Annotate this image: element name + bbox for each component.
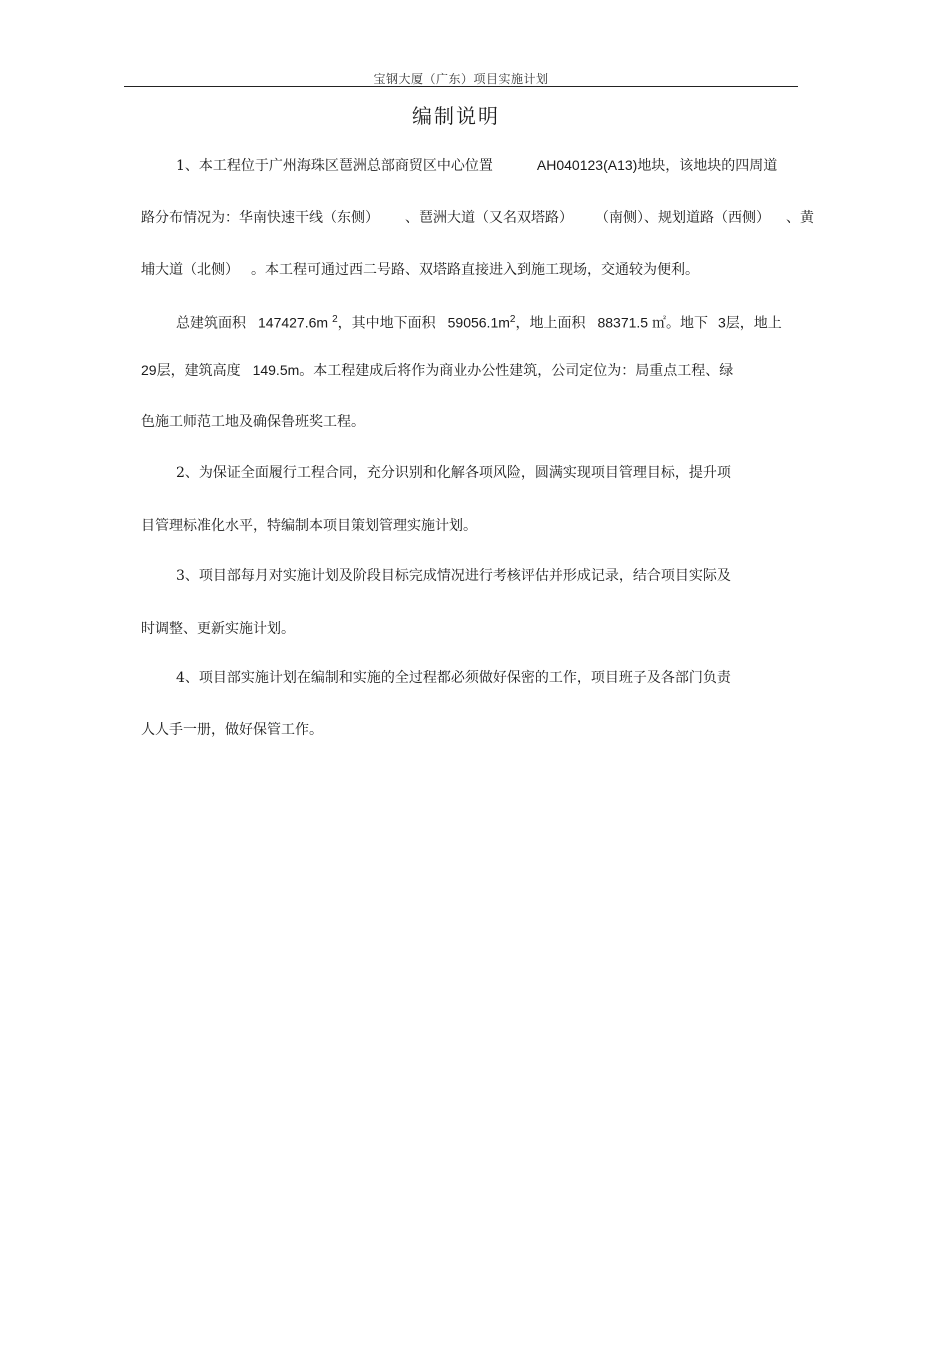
value-height: 149.5m — [252, 362, 300, 378]
para1-text: 1、本工程位于广州海珠区琶洲总部商贸区中心位置 — [176, 158, 493, 174]
para1-text: 、黄 — [786, 210, 814, 226]
label-total-area: 总建筑面积 — [176, 315, 246, 332]
para1-text: 、琶洲大道（又名双塔路） — [405, 210, 573, 226]
para3-text: 目管理标准化水平，特编制本项目策划管理实施计划。 — [141, 518, 477, 534]
label-height: 层，建筑高度 — [156, 363, 241, 379]
para4-line2 — [141, 619, 295, 639]
para3-line2 — [141, 516, 477, 536]
para2-line1 — [176, 310, 782, 334]
value-underground-area: 59056.1m — [447, 314, 510, 331]
para1-text: 路分布情况为：华南快速干线（东侧） — [141, 210, 379, 226]
label-underground-area: ，其中地下面积 — [337, 315, 436, 332]
para5-text: 4、项目部实施计划在编制和实施的全过程都必须做好保密的工作，项目班子及各部门负责 — [176, 670, 731, 686]
para2-text: 色施工师范工地及确保鲁班奖工程。 — [141, 414, 365, 430]
para1-line1 — [176, 155, 777, 176]
para1-text: 。本工程可通过西二号路、双塔路直接进入到施工现场，交通较为便利。 — [251, 262, 699, 278]
para1-text: 埔大道（北侧） — [141, 262, 239, 278]
label-floors: 层，地上 — [725, 315, 782, 332]
para3-line1 — [176, 463, 731, 483]
para2-line2 — [141, 360, 733, 381]
superscript: 2 — [332, 314, 338, 325]
label-basement: 。地下 — [665, 315, 708, 332]
label-above-ground-area: ，地上面积 — [515, 315, 586, 332]
page-title: 编制说明 — [412, 104, 500, 128]
para1-line2 — [141, 208, 814, 228]
para4-text: 时调整、更新实施计划。 — [141, 621, 295, 637]
value-total-area: 147427.6m — [258, 314, 329, 331]
para4-text: 3、项目部每月对实施计划及阶段目标完成情况进行考核评估并形成记录，结合项目实际及 — [176, 568, 731, 584]
para5-line2 — [141, 720, 323, 740]
para2-line3 — [141, 412, 365, 432]
para3-text: 2、为保证全面履行工程合同，充分识别和化解各项风险，圆满实现项目管理目标，提升项 — [176, 465, 731, 481]
para4-line1 — [176, 566, 731, 586]
plot-code: AH040123(A13) — [536, 157, 638, 173]
para2-text: 。本工程建成后将作为商业办公性建筑，公司定位为：局重点工程、绿 — [299, 363, 734, 379]
para5-text: 人人手一册，做好保管工作。 — [141, 722, 323, 738]
para1-text: （南侧）、规划道路（西侧） — [595, 210, 770, 226]
para1-text: 地块，该地块的四周道 — [637, 158, 778, 174]
header-title: 宝钢大厦（广东）项目实施计划 — [373, 72, 549, 86]
para5-line1 — [176, 668, 731, 688]
value-basement-floors: 3 — [717, 314, 726, 331]
header-rule — [124, 86, 798, 87]
para1-line3 — [141, 260, 699, 280]
value-above-floors: 29 — [141, 362, 157, 378]
superscript: 2 — [509, 314, 516, 325]
value-above-ground-area: 88371.5 ㎡ — [597, 314, 666, 331]
